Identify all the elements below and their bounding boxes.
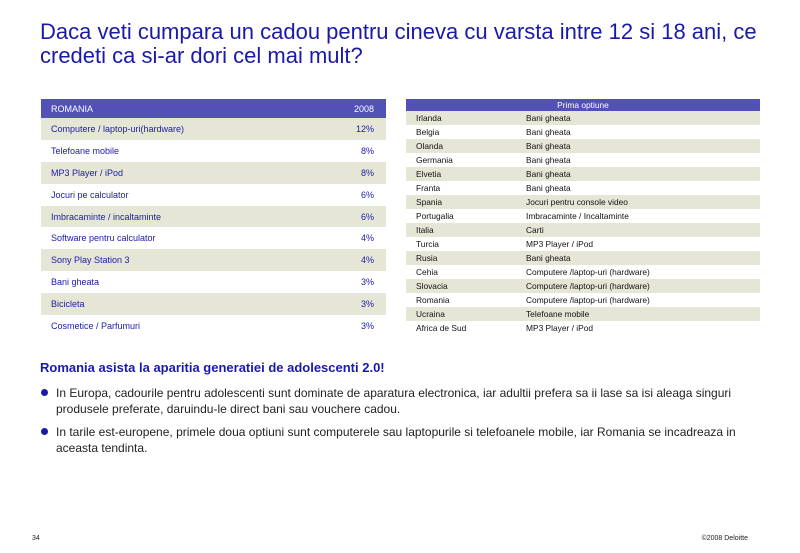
gift-label: Bicicleta [41, 293, 312, 315]
bullet-list [40, 385, 765, 463]
country-name: Rusia [406, 251, 516, 265]
table-row [406, 265, 760, 279]
country-name: Slovacia [406, 279, 516, 293]
table-row [406, 153, 760, 167]
table-row [406, 195, 760, 209]
table-row [406, 167, 760, 181]
country-name: Ucraina [406, 307, 516, 321]
table-row [406, 111, 760, 125]
table-row [41, 315, 386, 337]
gift-label: Computere / laptop-uri(hardware) [41, 118, 312, 140]
page-number: 34 [32, 535, 40, 542]
gift-label: Software pentru calculator [41, 227, 312, 249]
first-option: Carti [516, 223, 760, 237]
country-name: Irlanda [406, 111, 516, 125]
gift-percentage: 3% [312, 271, 386, 293]
gift-percentage: 8% [312, 162, 386, 184]
gift-percentage: 12% [312, 118, 386, 140]
table-row [406, 251, 760, 265]
table-row [41, 249, 386, 271]
country-name: Franta [406, 181, 516, 195]
gift-percentage: 6% [312, 206, 386, 228]
first-option: Bani gheata [516, 139, 760, 153]
first-option: Computere /laptop-uri (hardware) [516, 265, 760, 279]
gift-label: Jocuri pe calculator [41, 184, 312, 206]
table-row [41, 293, 386, 315]
table-row [406, 321, 760, 335]
table-row [406, 237, 760, 251]
bullet-item [40, 385, 765, 417]
header-year: 2008 [312, 99, 386, 118]
gift-label: Imbracaminte / incaltaminte [41, 206, 312, 228]
first-option: Telefoane mobile [516, 307, 760, 321]
first-option: Bani gheata [516, 111, 760, 125]
table-row [406, 181, 760, 195]
gift-percentage: 6% [312, 184, 386, 206]
first-option: Bani gheata [516, 153, 760, 167]
gift-label: Telefoane mobile [41, 140, 312, 162]
country-name: Belgia [406, 125, 516, 139]
country-name: Romania [406, 293, 516, 307]
first-option: Computere /laptop-uri (hardware) [516, 279, 760, 293]
table-row [406, 125, 760, 139]
first-option: Jocuri pentru console video [516, 195, 760, 209]
bullet-text: In Europa, cadourile pentru adolescenti sunt dominate de aparatura electronica, iar adultii prefera sa ii lase sa isi aleaga singuri produsele preferate, daruindu-le direct bani sau vouchere cadou. [56, 386, 732, 416]
header-first-option: Prima optiune [406, 99, 760, 111]
table-header-row [41, 99, 386, 118]
table-row [41, 227, 386, 249]
gift-percentage: 8% [312, 140, 386, 162]
first-option: Bani gheata [516, 251, 760, 265]
table-row [406, 139, 760, 153]
country-name: Germania [406, 153, 516, 167]
gift-percentage: 4% [312, 227, 386, 249]
table-row [406, 293, 760, 307]
header-country: ROMANIA [41, 99, 312, 118]
country-name: Italia [406, 223, 516, 237]
gift-label: Bani gheata [41, 271, 312, 293]
copyright-notice: ©2008 Deloitte [701, 535, 748, 542]
first-option: MP3 Player / iPod [516, 237, 760, 251]
table-row [41, 206, 386, 228]
table-row [41, 184, 386, 206]
country-name: Elvetia [406, 167, 516, 181]
country-name: Olanda [406, 139, 516, 153]
gift-label: Cosmetice / Parfumuri [41, 315, 312, 337]
first-option: Imbracaminte / Incaltaminte [516, 209, 760, 223]
gift-label: MP3 Player / iPod [41, 162, 312, 184]
slide-title: Daca veti cumpara un cadou pentru cineva cu varsta intre 12 si 18 ani, ce credeti ca si-ar dori cel mai mult? [40, 19, 757, 68]
table-row [406, 307, 760, 321]
table-row [406, 223, 760, 237]
table-row [406, 209, 760, 223]
gift-percentage: 3% [312, 293, 386, 315]
first-option: Bani gheata [516, 181, 760, 195]
table-row [41, 271, 386, 293]
gift-percentage: 4% [312, 249, 386, 271]
first-option: Bani gheata [516, 167, 760, 181]
gift-percentage: 3% [312, 315, 386, 337]
bullet-text: In tarile est-europene, primele doua optiuni sunt computerele sau laptopurile si telefoanele mobile, iar Romania se incadreaza in aceasta tendinta. [56, 425, 736, 455]
country-name: Spania [406, 195, 516, 209]
gift-label: Sony Play Station 3 [41, 249, 312, 271]
first-option: Computere /laptop-uri (hardware) [516, 293, 760, 307]
table-header-row [406, 99, 760, 111]
table-row [406, 279, 760, 293]
country-name: Turcia [406, 237, 516, 251]
bullet-dot-icon [41, 428, 48, 435]
table-row [41, 140, 386, 162]
bullet-item [40, 424, 765, 456]
country-name: Portugalia [406, 209, 516, 223]
country-name: Cehia [406, 265, 516, 279]
first-option: Bani gheata [516, 125, 760, 139]
country-name: Africa de Sud [406, 321, 516, 335]
section-heading: Romania asista la aparitia generatiei de adolescenti 2.0! [40, 360, 385, 375]
romania-gift-table [41, 99, 386, 337]
first-option-by-country-table [406, 99, 760, 335]
table-row [41, 162, 386, 184]
first-option: MP3 Player / iPod [516, 321, 760, 335]
table-row [41, 118, 386, 140]
bullet-dot-icon [41, 389, 48, 396]
